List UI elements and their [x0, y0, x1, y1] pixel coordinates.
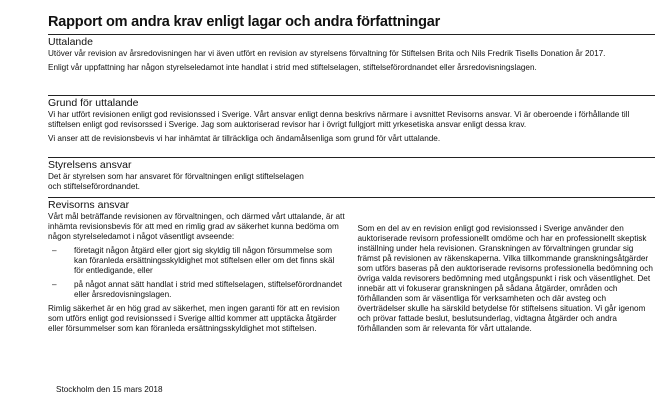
- two-column-body: [48, 212, 655, 334]
- section-heading-grund: Grund för uttalande: [48, 95, 655, 110]
- list-item-text: på något annat sätt handlat i strid med stiftelselagen, stiftelseförordnandet eller årsredovisningslagen.: [74, 280, 343, 299]
- paragraph: Vi anser att de revisionsbevis vi har inhämtat är tillräckliga och ändamålsenliga som grund för vårt uttalande.: [48, 134, 441, 143]
- paragraph: Vi har utfört revisionen enligt god revisionssed i Sverige. Vårt ansvar enligt denna beskrivs närmare i avsnittet Revisorns ansvar. Vi är oberoende i förhållande till stiftelsen enligt god revisorssed i Sverige. Jag som auktoriserad revisor har i övrigt fullgjort mitt yrkesetiska ansvar enligt dessa krav.: [48, 110, 630, 129]
- dash-bullet: –: [52, 280, 57, 289]
- paragraph: Vårt mål beträffande revisionen av förvaltningen, och därmed vårt uttalande, är att inhämta revisionsbevis för att med en rimlig grad av säkerhet kunna bedöma om någon styrelseledamot i något väsentligt avseende:: [48, 212, 345, 241]
- section-grund: [48, 95, 655, 144]
- section-revisorn: [48, 197, 655, 334]
- section-heading-revisorn: Revisorns ansvar: [48, 197, 655, 212]
- right-column: [358, 212, 656, 334]
- section-heading-styrelsen: Styrelsens ansvar: [48, 157, 655, 172]
- section-heading-uttalande: Uttalande: [48, 34, 655, 49]
- paragraph: Utöver vår revision av årsredovisningen har vi även utfört en revision av styrelsens förvaltning för Stiftelsen Brita och Nils Fredrik Tisells Donation år 2017.: [48, 49, 606, 58]
- list-item: [48, 246, 346, 276]
- paragraph: Enligt vår uppfattning har någon styrelseledamot inte handlat i strid med stiftelselagen, stiftelseförordnandet eller årsredovisningslagen.: [48, 63, 537, 72]
- document-title: Rapport om andra krav enligt lagar och andra författningar: [48, 14, 441, 30]
- dash-bullet: –: [52, 246, 57, 255]
- paragraph: Det är styrelsen som har ansvaret för förvaltningen enligt stiftelselagen och stiftelseförordnandet.: [48, 172, 304, 191]
- signature-place-date: Stockholm den 15 mars 2018: [56, 385, 163, 394]
- paragraph: Som en del av en revision enligt god revisionssed i Sverige använder den auktoriserade revisorn professionellt omdöme och har en professionellt skeptisk inställning under hela revisionen. Granskningen av förvaltningen grundar sig främst på revisionen av räkenskaperna. Vilka tillkommande granskningsåtgärder som utförs baseras på den auktoriserade revisorns professionella bedömning och övriga valda revisorers bedömning med utgångspunkt i risk och väsentlighet. Det innebär att vi fokuserar granskningen på sådana åtgärder, områden och förhållanden som är väsentliga för verksamheten och där avsteg och överträdelser skulle ha särskild betydelse för stiftelsens situation. Vi går igenom och prövar fattade beslut, beslutsunderlag, vidtagna åtgärder och andra förhållanden som är relevanta för vårt uttalande.: [357, 224, 653, 333]
- paragraph: Rimlig säkerhet är en hög grad av säkerhet, men ingen garanti för att en revision som utförs enligt god revisionssed i Sverige alltid kommer att upptäcka åtgärder eller försummelser som kan föranleda ersättningsskyldighet mot stiftelsen.: [48, 304, 340, 333]
- list-item: [48, 280, 346, 300]
- list-item-text: företagit någon åtgärd eller gjort sig skyldig till någon försummelse som kan föranleda ersättningsskyldighet mot stiftelsen eller om det finns skäl för entledigande, eller: [74, 246, 335, 275]
- section-uttalande: [48, 34, 655, 73]
- left-column: [48, 212, 346, 334]
- section-styrelsen: [48, 157, 655, 192]
